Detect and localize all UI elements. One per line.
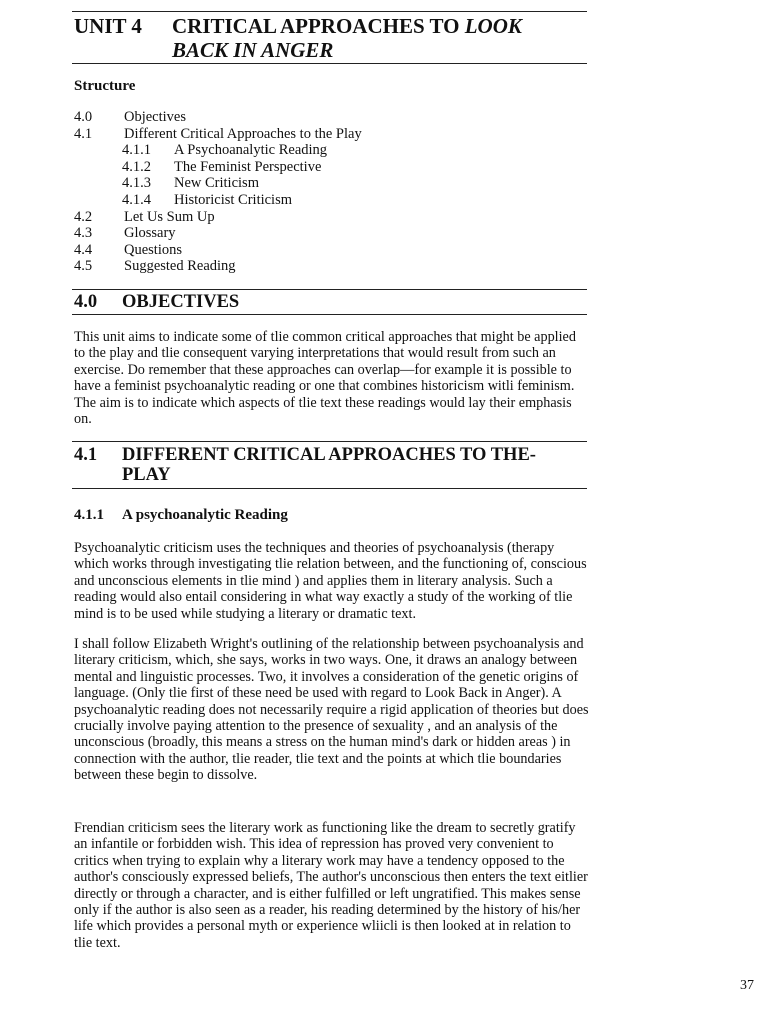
unit-title-line1 (172, 14, 522, 38)
top-rule (72, 11, 587, 12)
structure-item-label: A Psychoanalytic Reading (174, 142, 328, 159)
section-411-title: A psychoanalytic Reading (122, 507, 288, 523)
structure-item-label: Historicist Criticism (174, 191, 293, 208)
section-411-paragraph-2: I shall follow Elizabeth Wright's outlining of the relationship between psychoanalysis and literary criticism, which, she says, works in two ways. One, it draws an analogy between mental and linguistic processes. Two, it involves a consideration of the genetic origins of language. (Only tlie first of these need be used with regard to Look Back in Anger). A psychoanalytic reading does not necessarily require a rigid application of theories but does crucially involve paying attention to the presence of sexuality , and an analysis of the unconscious (broadly, this means a stress on the human mind's dark or hidden areas ) in connection with the author, tlie reader, tlie text and the points at which tlie boundaries between these begin to dissolve. (74, 636, 589, 784)
section-411-number: 4.1.1 (74, 507, 104, 523)
structure-item-number: 4.0 (74, 109, 93, 125)
unit-title-prefix: CRITICAL APPROACHES TO (172, 14, 465, 38)
structure-item-label: Suggested Reading (124, 258, 236, 275)
structure-item-label: Objectives (124, 109, 187, 125)
structure-item (74, 192, 474, 209)
structure-item (74, 242, 474, 259)
structure-item (74, 209, 474, 226)
structure-item (74, 142, 474, 159)
section-41-title-line1: DIFFERENT CRITICAL APPROACHES TO THE- (122, 445, 536, 465)
structure-item-label: New Criticism (174, 175, 259, 192)
structure-item (74, 126, 474, 143)
section-40-bottom-rule (72, 314, 587, 315)
section-41-bottom-rule (72, 488, 587, 489)
section-41-title-line2: PLAY (122, 465, 171, 485)
section-40-title: OBJECTIVES (122, 292, 240, 312)
section-40-top-rule (72, 289, 587, 290)
structure-heading: Structure (74, 78, 136, 94)
structure-item-label: Different Critical Approaches to the Play (124, 125, 362, 142)
structure-item-number: 4.1.1 (122, 142, 151, 159)
structure-item-label: Questions (124, 241, 182, 258)
section-40-number: 4.0 (74, 292, 98, 312)
structure-item-label: The Feminist Perspective (174, 158, 322, 175)
structure-item (74, 175, 474, 192)
structure-item-number: 4.1.3 (122, 175, 151, 192)
structure-item (74, 225, 474, 242)
unit-title-italic: LOOK (464, 14, 522, 38)
section-41-title (122, 445, 536, 485)
section-411-paragraph-1: Psychoanalytic criticism uses the techniques and theories of psychoanalysis (therapy which works through investigating tlie relation between, and the functioning of, conscious and unconscious elements in tlie mind ) and applies them in literary analysis. Such a reading would also entail considering in what way exactly a study of the working of tlie mind is to be used while studying a literary or dramatic text. (74, 540, 587, 622)
unit-title-line2: BACK IN ANGER (172, 38, 334, 62)
section-41-top-rule (72, 441, 587, 442)
structure-item-number: 4.1 (74, 125, 93, 142)
section-411-paragraph-3: Frendian criticism sees the literary work as functioning like the dream to secretly gratify an infantile or forbidden wish. This idea of repression has proved very convenient to critics when trying to explain why a literary work may have a tendency opposed to the author's consciously expressed beliefs, The author's unconscious then enters the text eitlier directly or through a character, and is either fulfilled or left ungratified. This makes sense only if the author is also seen as a reader, his reading determined by the history of his/her life which provides a personal myth or experience wliicli is then looked at in relation to tlie text. (74, 820, 588, 951)
structure-item-number: 4.4 (74, 241, 93, 258)
structure-item-label: Glossary (124, 225, 176, 242)
structure-item-number: 4.1.4 (122, 191, 151, 208)
structure-item-label: Let Us Sum Up (124, 208, 215, 225)
structure-item-number: 4.2 (74, 208, 93, 225)
unit-title (172, 14, 522, 62)
structure-item (74, 109, 474, 126)
structure-item-number: 4.1.2 (122, 158, 151, 175)
header-bottom-rule (72, 63, 587, 64)
page-number: 37 (740, 978, 754, 993)
unit-number: UNIT 4 (74, 14, 142, 38)
section-41-number: 4.1 (74, 445, 98, 465)
section-40-paragraph: This unit aims to indicate some of tlie common critical approaches that might be applied to the play and tlie consequent varying interpretations that would result from such an exercise. Do remember that these approaches can overlap—for example it is possible to have a feminist psychoanalytic reading or one that combines historicism witli feminism. The aim is to indicate which aspects of tlie text these readings would lay their emphasis on. (74, 329, 576, 428)
structure-item (74, 159, 474, 176)
structure-item-number: 4.5 (74, 258, 93, 275)
structure-list (74, 109, 474, 275)
structure-item (74, 258, 474, 275)
structure-item-number: 4.3 (74, 225, 93, 242)
